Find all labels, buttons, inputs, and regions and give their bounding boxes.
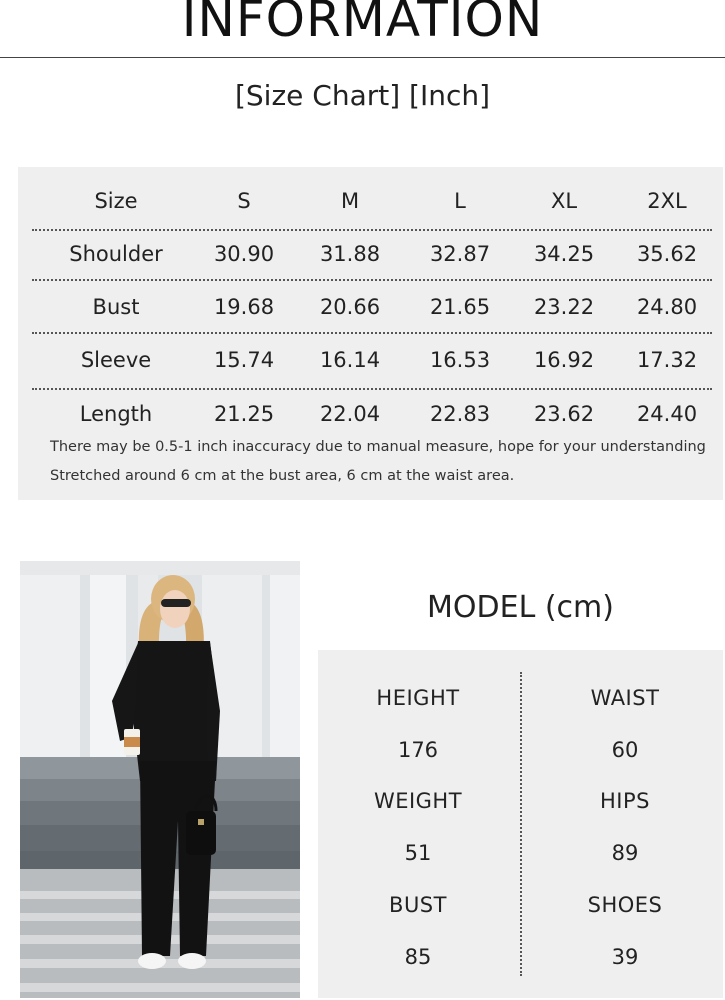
row-divider bbox=[32, 229, 712, 231]
hips-label: HIPS bbox=[600, 789, 650, 813]
table-cell: 21.25 bbox=[213, 402, 275, 426]
waist-label: WAIST bbox=[590, 686, 660, 710]
column-divider bbox=[520, 672, 522, 976]
title-divider bbox=[0, 57, 725, 58]
table-cell: 19.68 bbox=[213, 295, 275, 319]
table-cell: 31.88 bbox=[319, 242, 381, 266]
row-label: Shoulder bbox=[69, 242, 163, 266]
table-cell: 24.40 bbox=[636, 402, 698, 426]
bust-label: BUST bbox=[389, 893, 447, 917]
table-cell: 35.62 bbox=[636, 242, 698, 266]
row-divider bbox=[32, 332, 712, 334]
table-cell: 23.22 bbox=[533, 295, 595, 319]
table-cell: 34.25 bbox=[533, 242, 595, 266]
table-row bbox=[32, 338, 725, 382]
table-cell: 23.62 bbox=[533, 402, 595, 426]
table-cell: 15.74 bbox=[213, 348, 275, 372]
weight-value: 51 bbox=[404, 841, 432, 865]
table-cell: 16.14 bbox=[319, 348, 381, 372]
table-row bbox=[32, 392, 725, 436]
table-cell: 20.66 bbox=[319, 295, 381, 319]
size-chart-subtitle: [Size Chart] [Inch] bbox=[234, 79, 491, 112]
height-label: HEIGHT bbox=[376, 686, 460, 710]
size-header-cell: M bbox=[340, 189, 360, 213]
table-row bbox=[32, 285, 725, 329]
table-cell: 22.83 bbox=[429, 402, 491, 426]
weight-label: WEIGHT bbox=[373, 789, 463, 813]
row-label: Length bbox=[79, 402, 153, 426]
model-measurements-panel bbox=[318, 650, 723, 998]
size-header-cell: S bbox=[237, 189, 251, 213]
size-header-cell: L bbox=[454, 189, 466, 213]
table-cell: 30.90 bbox=[213, 242, 275, 266]
row-divider bbox=[32, 279, 712, 281]
row-label: Bust bbox=[92, 295, 140, 319]
model-title: MODEL (cm) bbox=[427, 590, 614, 625]
shoes-label: SHOES bbox=[587, 893, 663, 917]
height-value: 176 bbox=[397, 738, 439, 762]
size-chart-table bbox=[18, 167, 723, 500]
table-cell: 22.04 bbox=[319, 402, 381, 426]
page-title: INFORMATION bbox=[181, 0, 544, 48]
table-cell: 16.53 bbox=[429, 348, 491, 372]
shoes-value: 39 bbox=[611, 945, 639, 969]
table-cell: 16.92 bbox=[533, 348, 595, 372]
row-label: Sleeve bbox=[80, 348, 152, 372]
table-cell: 17.32 bbox=[636, 348, 698, 372]
waist-value: 60 bbox=[611, 738, 639, 762]
model-photo-illustration bbox=[20, 561, 300, 998]
table-row bbox=[32, 232, 725, 276]
table-cell: 24.80 bbox=[636, 295, 698, 319]
stretch-note: Stretched around 6 cm at the bust area, 6 cm at the waist area. bbox=[50, 468, 515, 484]
size-header-row bbox=[32, 179, 725, 223]
size-header-cell: XL bbox=[550, 189, 578, 213]
row-divider bbox=[32, 388, 712, 390]
table-cell: 32.87 bbox=[429, 242, 491, 266]
size-header-cell: 2XL bbox=[647, 189, 687, 213]
measurement-note: There may be 0.5-1 inch inaccuracy due to manual measure, hope for your understanding bbox=[50, 439, 706, 455]
size-header-cell: Size bbox=[94, 189, 138, 213]
table-cell: 21.65 bbox=[429, 295, 491, 319]
model-photo bbox=[20, 561, 300, 998]
hips-value: 89 bbox=[611, 841, 639, 865]
bust-value: 85 bbox=[404, 945, 432, 969]
